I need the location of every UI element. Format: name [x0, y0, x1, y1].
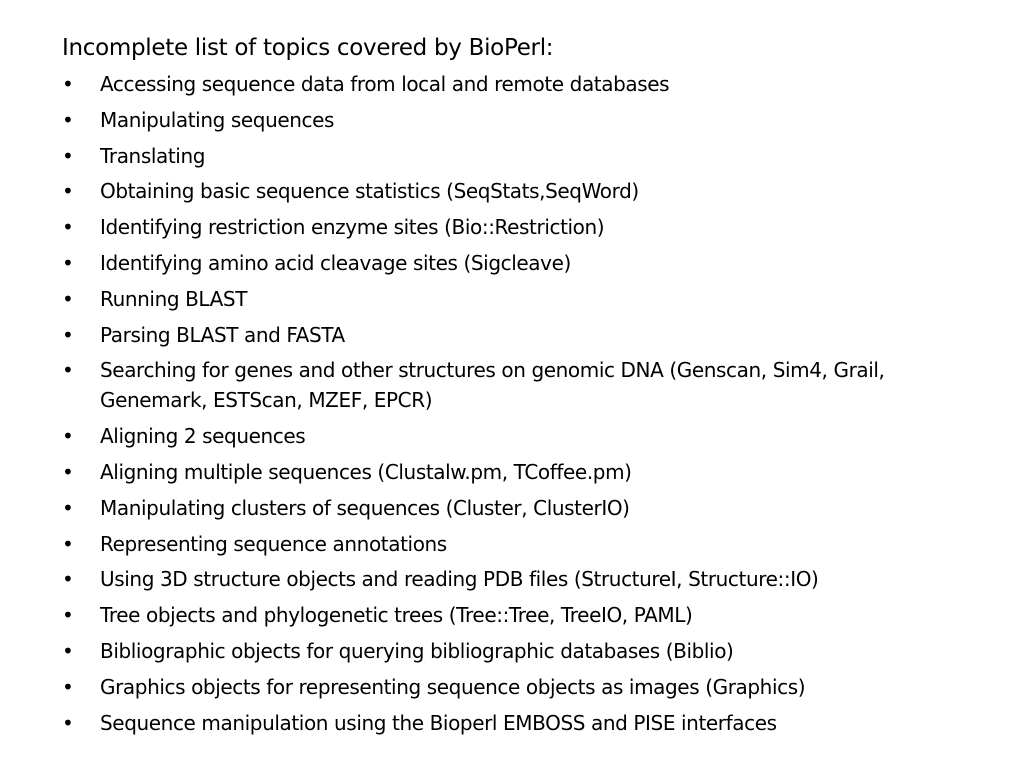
topic-text: Bibliographic objects for querying bibliographic databases (Biblio): [100, 638, 734, 663]
topic-item: [0, 176, 1024, 206]
topic-item: [0, 672, 1024, 702]
bullet-icon: •: [62, 286, 74, 311]
bullet-icon: •: [62, 215, 74, 240]
topic-item: [0, 69, 1024, 99]
topic-text: Aligning multiple sequences (Clustalw.pm, TCoffee.pm): [100, 459, 632, 484]
bullet-icon: •: [62, 710, 74, 735]
bullet-icon: •: [62, 358, 74, 383]
topic-item: [0, 320, 1024, 350]
topic-text: Parsing BLAST and FASTA: [100, 322, 345, 347]
topic-item: [0, 493, 1024, 523]
topic-item: [0, 600, 1024, 630]
topic-text: Obtaining basic sequence statistics (SeqStats,SeqWord): [100, 179, 639, 204]
bullet-icon: •: [62, 638, 74, 663]
bullet-icon: •: [62, 250, 74, 275]
topic-item: [0, 457, 1024, 487]
topic-text: Identifying restriction enzyme sites (Bio::Restriction): [100, 215, 605, 240]
topic-item: [0, 529, 1024, 559]
topic-text: Manipulating sequences: [100, 107, 335, 132]
topic-item: [0, 421, 1024, 451]
topic-text: Manipulating clusters of sequences (Cluster, ClusterIO): [100, 495, 630, 520]
topic-item: [0, 708, 1024, 738]
bullet-icon: •: [62, 322, 74, 347]
bullet-icon: •: [62, 143, 74, 168]
topic-text: Searching for genes and other structures on genomic DNA (Genscan, Sim4, Grail, Genemark, ESTScan, MZEF, EPCR): [100, 358, 885, 413]
topic-item: [0, 564, 1024, 594]
topic-item: [0, 355, 1024, 415]
bullet-icon: •: [62, 531, 74, 556]
slide-heading: Incomplete list of topics covered by BioPerl:: [62, 35, 554, 61]
topic-text: Aligning 2 sequences: [100, 424, 306, 449]
topic-text: Using 3D structure objects and reading PDB files (StructureI, Structure::IO): [100, 567, 819, 592]
topic-text: Sequence manipulation using the Bioperl EMBOSS and PISE interfaces: [100, 710, 777, 735]
bullet-icon: •: [62, 567, 74, 592]
bullet-icon: •: [62, 424, 74, 449]
bullet-icon: •: [62, 603, 74, 628]
topic-text: Graphics objects for representing sequence objects as images (Graphics): [100, 674, 806, 699]
bullet-icon: •: [62, 179, 74, 204]
topic-item: [0, 105, 1024, 135]
bullet-icon: •: [62, 72, 74, 96]
bullet-icon: •: [62, 107, 74, 132]
topic-item: [0, 284, 1024, 314]
topic-text: Accessing sequence data from local and remote databases: [100, 72, 670, 96]
topic-item: [0, 212, 1024, 242]
topic-text: Representing sequence annotations: [100, 531, 447, 556]
topic-list: [0, 69, 1024, 743]
topic-item: [0, 248, 1024, 278]
bullet-icon: •: [62, 459, 74, 484]
bullet-icon: •: [62, 674, 74, 699]
topic-item: [0, 141, 1024, 171]
topic-text: Translating: [100, 143, 206, 168]
bullet-icon: •: [62, 495, 74, 520]
topic-text: Identifying amino acid cleavage sites (Sigcleave): [100, 250, 571, 275]
topic-text: Running BLAST: [100, 286, 248, 311]
topic-item: [0, 636, 1024, 666]
topic-text: Tree objects and phylogenetic trees (Tree::Tree, TreeIO, PAML): [100, 603, 693, 628]
